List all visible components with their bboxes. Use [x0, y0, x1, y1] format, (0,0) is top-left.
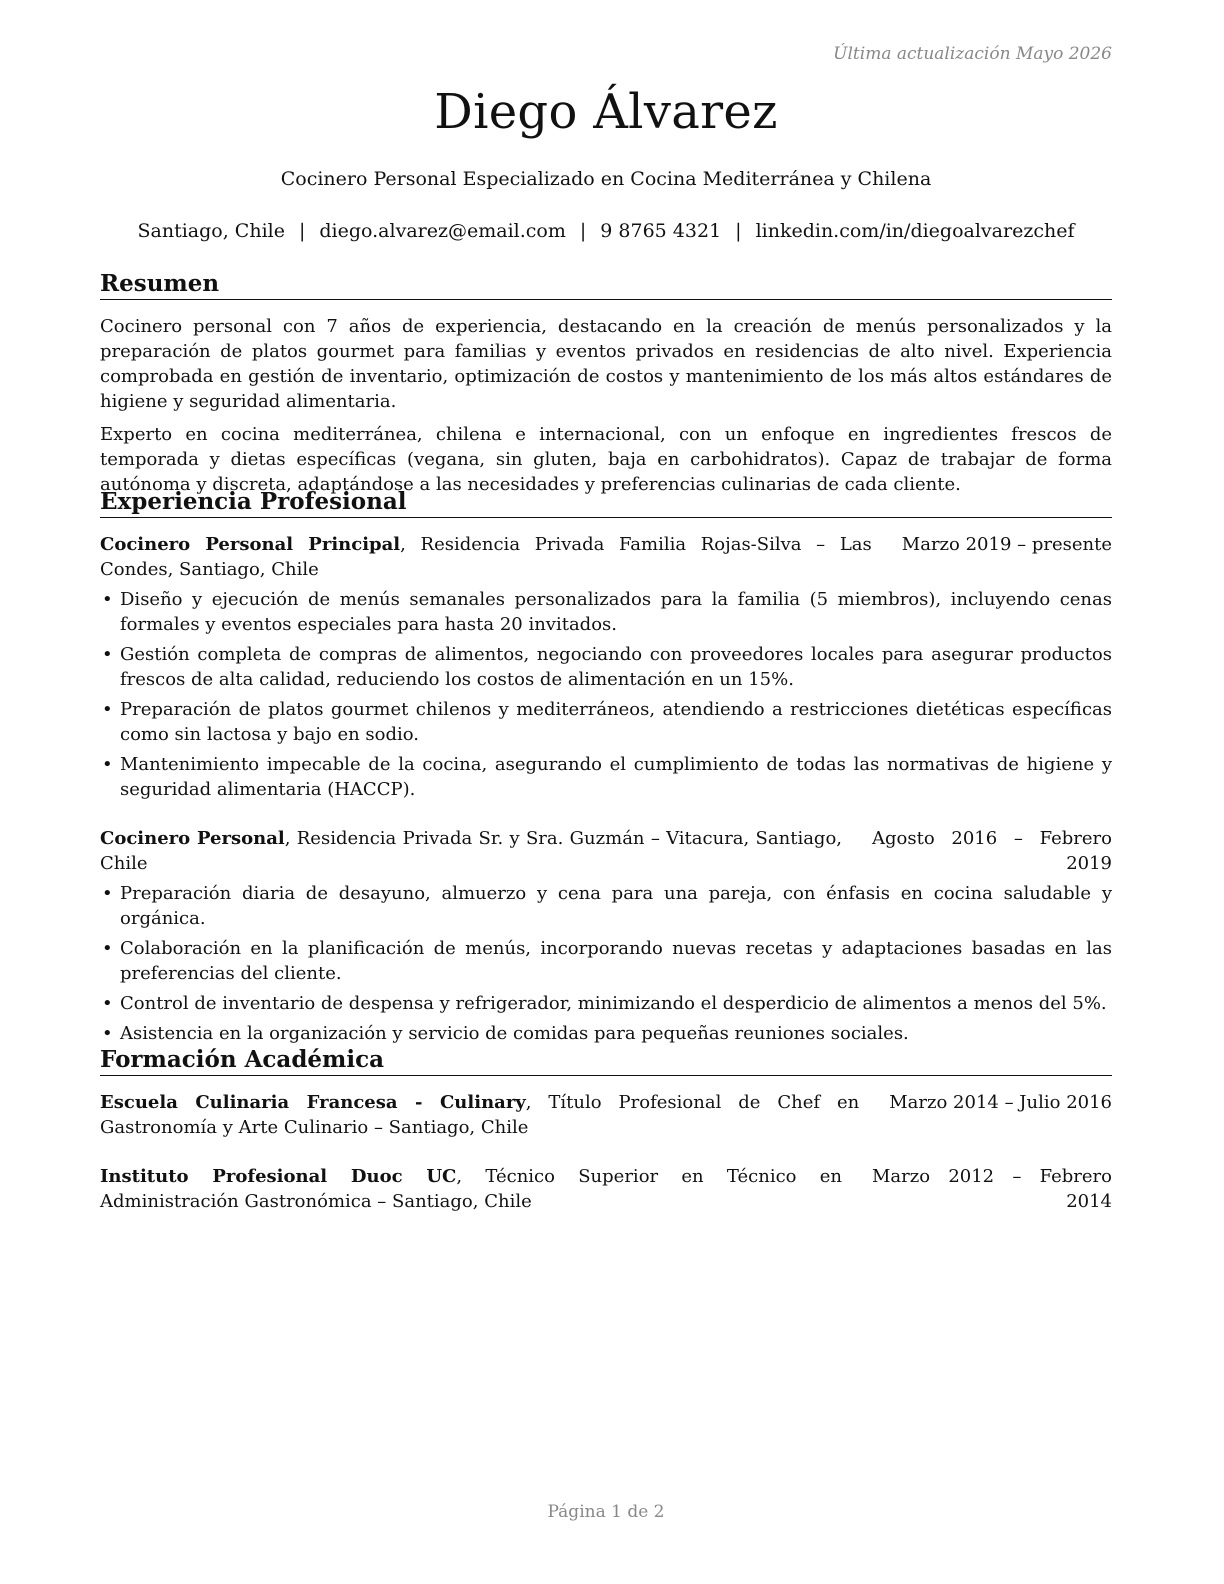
job-bullet: • Colaboración en la planificación de menús, incorporando nuevas recetas y adaptaciones basadas en las preferencias del cliente. — [100, 936, 1112, 986]
education-title: Formación Académica — [100, 1046, 1112, 1076]
job-entry — [100, 826, 1112, 1046]
job-bullets — [100, 881, 1112, 1046]
education-degree: , Técnico Superior en Técnico en Administración Gastronómica – Santiago, Chile — [100, 1166, 842, 1212]
job-bullets — [100, 587, 1112, 802]
experience-section — [100, 488, 1112, 1046]
job-place: , Residencia Privada Familia Rojas-Silva – Las Condes, Santiago, Chile — [100, 534, 872, 580]
job-bullet: • Control de inventario de despensa y refrigerador, minimizando el desperdicio de alimentos a menos del 5%. — [100, 991, 1112, 1016]
job-bullet: • Diseño y ejecución de menús semanales personalizados para la familia (5 miembros), incluyendo cenas formales y eventos especiales para hasta 20 invitados. — [100, 587, 1112, 637]
contact-location: Santiago, Chile — [137, 220, 285, 242]
education-dates: Marzo 2014 – Julio 2016 — [889, 1092, 1112, 1113]
candidate-tagline: Cocinero Personal Especializado en Cocina Mediterránea y Chilena — [280, 168, 932, 190]
summary-title: Resumen — [100, 270, 1112, 300]
job-bullet: • Preparación diaria de desayuno, almuerzo y cena para una pareja, con énfasis en cocina saludable y orgánica. — [100, 881, 1112, 931]
job-dates: Marzo 2019 – presente — [901, 534, 1112, 555]
contact-phone: 9 8765 4321 — [600, 220, 722, 242]
job-dates: Agosto 2016 – Febrero 2019 — [872, 828, 1112, 874]
education-school: Instituto Profesional Duoc UC — [100, 1166, 457, 1187]
job-place: , Residencia Privada Sr. y Sra. Guzmán – Vitacura, Santiago, Chile — [100, 828, 843, 874]
contact-line — [100, 220, 1112, 242]
job-role: Cocinero Personal Principal — [100, 534, 401, 555]
candidate-name: Diego Álvarez — [434, 84, 778, 140]
education-degree: , Título Profesional de Chef en Gastronomía y Arte Culinario – Santiago, Chile — [100, 1092, 860, 1138]
job-entry — [100, 532, 1112, 802]
job-header — [100, 826, 1112, 876]
summary-paragraph: Experto en cocina mediterránea, chilena e internacional, con un enfoque en ingredientes frescos de temporada y dietas específicas (vegana, sin gluten, baja en carbohidratos). Capaz de trabajar de forma autónoma y discreta, adaptándose a las necesidades y preferencias culinarias de cada cliente. — [100, 424, 1112, 495]
job-bullet: • Preparación de platos gourmet chilenos y mediterráneos, atendiendo a restricciones dietéticas específicas como sin lactosa y bajo en sodio. — [100, 697, 1112, 747]
contact-separator: | — [579, 220, 587, 242]
job-header — [100, 532, 1112, 582]
contact-email[interactable]: diego.alvarez@email.com — [319, 220, 566, 242]
summary-section — [100, 270, 1112, 497]
page-number: Página 1 de 2 — [547, 1502, 665, 1522]
job-role: Cocinero Personal — [100, 828, 285, 849]
job-bullet: • Gestión completa de compras de alimentos, negociando con proveedores locales para asegurar productos frescos de alta calidad, reduciendo los costos de alimentación en un 15%. — [100, 642, 1112, 692]
last-updated: Última actualización Mayo 2026 — [833, 44, 1112, 64]
job-bullet: • Mantenimiento impecable de la cocina, asegurando el cumplimiento de todas las normativas de higiene y seguridad alimentaria (HACCP). — [100, 752, 1112, 802]
education-entry — [100, 1164, 1112, 1214]
contact-separator: | — [735, 220, 742, 242]
education-school: Escuela Culinaria Francesa - Culinary — [100, 1092, 526, 1113]
resume-page — [100, 0, 1112, 1584]
job-bullet: • Asistencia en la organización y servicio de comidas para pequeñas reuniones sociales. — [100, 1021, 1112, 1046]
summary-paragraph: Cocinero personal con 7 años de experiencia, destacando en la creación de menús personalizados y la preparación de platos gourmet para familias y eventos privados en residencias de alto nivel. Experiencia comprobada en gestión de inventario, optimización de costos y mantenimiento de los más altos estándares de higiene y seguridad alimentaria. — [100, 316, 1112, 412]
education-entry — [100, 1090, 1112, 1140]
contact-linkedin[interactable]: linkedin.com/in/diegoalvarezchef — [755, 220, 1075, 242]
education-dates: Marzo 2012 – Febrero 2014 — [872, 1166, 1112, 1212]
contact-separator: | — [298, 220, 306, 242]
education-section — [100, 1046, 1112, 1214]
experience-title: Experiencia Profesional — [100, 488, 1112, 518]
